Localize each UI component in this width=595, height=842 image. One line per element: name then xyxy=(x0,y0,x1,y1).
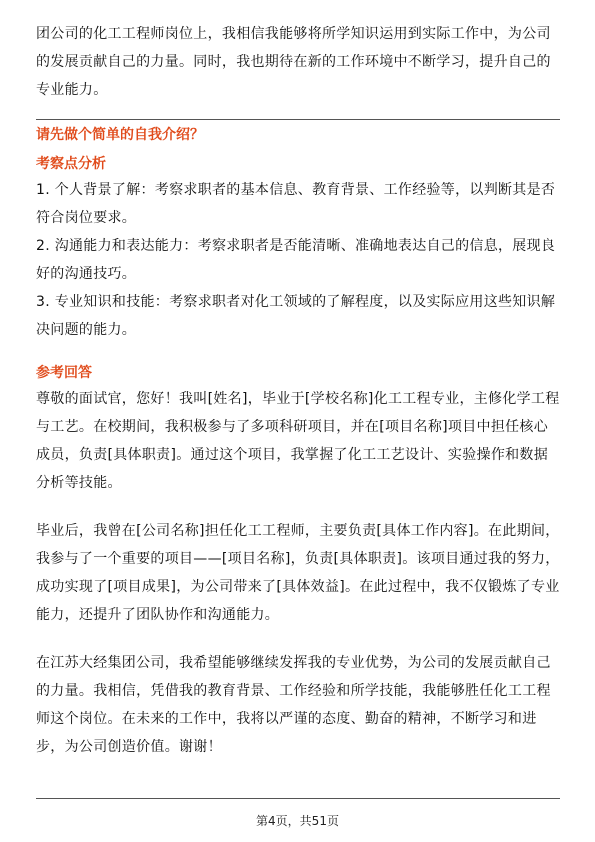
answer-paragraph: 尊敬的面试官，您好！我叫[姓名]，毕业于[学校名称]化工工程专业，主修化学工程与工艺。在校期间，我积极参与了多项科研项目，并在[项目名称]项目中担任核心成员，负责[具体职责]。通过这个项目，我掌握了化工工艺设计、实验操作和数据分析等技能。 xyxy=(36,391,560,491)
top-divider xyxy=(36,119,560,120)
answer-heading: 参考回答 xyxy=(36,365,92,381)
question-title: 请先做个简单的自我介绍？ xyxy=(36,127,204,143)
analysis-heading: 考察点分析 xyxy=(36,156,106,172)
analysis-item: 2. 沟通能力和表达能力：考察求职者是否能清晰、准确地表达自己的信息，展现良好的沟通技巧。 xyxy=(36,238,556,282)
page-number: 第4页，共51页 xyxy=(256,814,339,828)
answer-section xyxy=(36,361,560,761)
intro-paragraph: 团公司的化工工程师岗位上，我相信我能够将所学知识运用到实际工作中，为公司的发展贡献自己的力量。同时，我也期待在新的工作环境中不断学习，提升自己的专业能力。 xyxy=(36,26,551,98)
answer-paragraph: 在江苏大经集团公司，我希望能够继续发挥我的专业优势，为公司的发展贡献自己的力量。我相信，凭借我的教育背景、工作经验和所学技能，我能够胜任化工工程师这个岗位。在未来的工作中，我将以严谨的态度、勤奋的精神，不断学习和进步，为公司创造价值。谢谢！ xyxy=(36,655,551,755)
analysis-item: 1. 个人背景了解：考察求职者的基本信息、教育背景、工作经验等，以判断其是否符合岗位要求。 xyxy=(36,182,556,226)
paragraph-gap xyxy=(36,497,560,517)
analysis-section xyxy=(36,152,560,344)
answer-paragraph: 毕业后，我曾在[公司名称]担任化工工程师，主要负责[具体工作内容]。在此期间，我参与了一个重要的项目——[项目名称]，负责[具体职责]。该项目通过我的努力，成功实现了[项目成果]，为公司带来了[具体效益]。在此过程中，我不仅锻炼了专业能力，还提升了团队协作和沟通能力。 xyxy=(36,523,560,623)
bottom-divider xyxy=(36,798,560,799)
analysis-item: 3. 专业知识和技能：考察求职者对化工领域的了解程度，以及实际应用这些知识解决问题的能力。 xyxy=(36,294,556,338)
paragraph-gap xyxy=(36,629,560,649)
